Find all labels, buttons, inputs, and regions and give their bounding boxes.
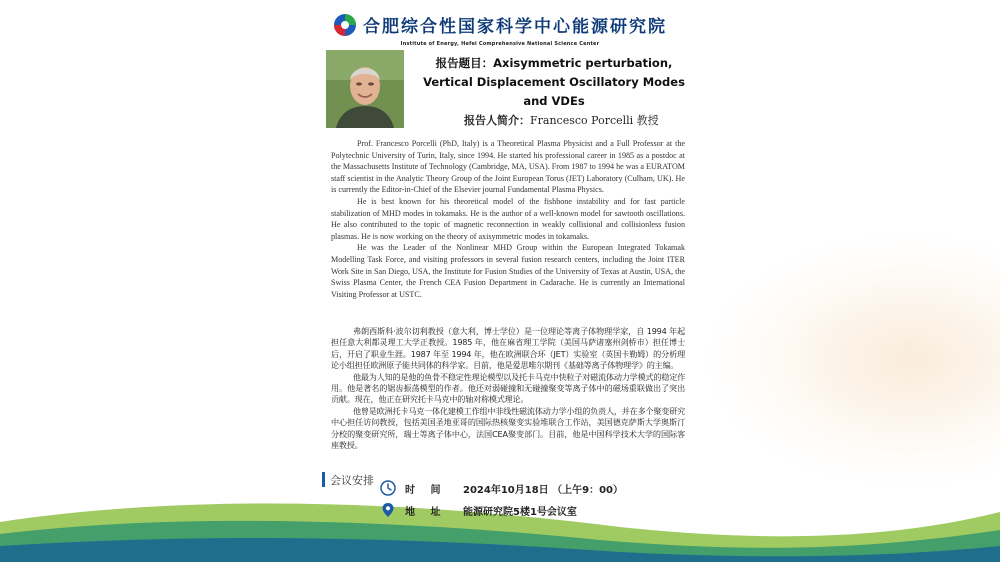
speaker-intro — [464, 112, 659, 128]
clock-icon — [380, 480, 396, 496]
bio-en-paragraph: He is best known for his theoretical model of the fishbone instability and for fast particle stabilization of MHD modes in tokamaks. He is the author of a well-known model for sawtooth oscillations. He also contributed to the topic of magnetic reconnection in weakly collisional and collisionless fusion plasmas. He is now working on the theory of axisymmetric modes in tokamaks. — [331, 196, 685, 241]
talk-title-text: Axisymmetric perturbation, Vertical Displacement Oscillatory Modes and VDEs — [423, 56, 685, 108]
bio-zh-paragraph: 弗朗西斯科·波尔切利教授（意大利，博士学位）是一位理论等离子体物理学家，自 1994 年起担任意大利都灵理工大学正教授。1985 年，他在麻省理工学院（美国马萨诸塞州剑桥市）担任博士后，开启了职业生涯。1987 年至 1994 年，他在欧洲联合环（JET）实验室（英国卡勒姆）的分析理论小组担任欧洲原子能共同体的科学家。目前，他是爱思唯尔期刊《基础等离子体物理学》的主编。 — [331, 326, 685, 371]
bio-zh-paragraph: 他最为人知的是他的鱼骨不稳定性理论模型以及托卡马克中快粒子对磁流体动力学模式的稳定作用。他是著名的锯齿振荡模型的作者。他还对弱碰撞和无碰撞聚变等离子体中的磁场重联做出了突出贡献。现在，他正在研究托卡马克中的轴对称模式理论。 — [331, 371, 685, 405]
speaker-name: Francesco Porcelli 教授 — [530, 114, 659, 127]
location-pin-icon — [380, 502, 396, 518]
org-name-cn: 合肥综合性国家科学中心能源研究院 — [363, 17, 667, 37]
talk-title — [418, 52, 690, 109]
meeting-section-title: 会议安排 — [330, 474, 374, 487]
bio-zh-paragraph: 他曾是欧洲托卡马克一体化建模工作组中非线性磁流体动力学小组的负责人，并在多个聚变研究中心担任访问教授，包括美国圣地亚哥的国际热核聚变实验堆联合工作站，美国德克萨斯大学奥斯汀分校的聚变研究所，瑞士等离子体中心，法国CEA聚变部门。目前，他是中国科学技术大学的国际客座教授。 — [331, 405, 685, 451]
speaker-label: 报告人简介： — [464, 114, 530, 127]
time-value: 2024年10月18日 （上午9：00） — [463, 484, 624, 496]
place-value: 能源研究院5楼1号会议室 — [463, 506, 577, 518]
header — [0, 12, 1000, 47]
meeting-place-row — [380, 502, 577, 518]
institute-logo-icon — [333, 13, 357, 37]
org-name-en: Institute of Energy, Hefei Comprehensive National Science Center — [400, 40, 600, 47]
speaker-photo — [326, 50, 404, 128]
talk-title-label: 报告题目： — [435, 56, 494, 70]
decorative-glow — [700, 230, 1000, 490]
bio-chinese — [331, 326, 685, 451]
speaker-portrait-icon — [326, 50, 404, 128]
bio-en-paragraph: He was the Leader of the Nonlinear MHD Group within the European Integrated Tokamak Modelling Task Force, and visiting professors in several fusion research centers, including the Joint ITER Work Site in San Diego, USA, the Institute for Fusion Studies of the University of Texas at Austin, USA, the Swiss Plasma Center, the French CEA Fusion Department in Cadarache. He is currently an International Visiting Professor at USTC. — [331, 243, 685, 299]
section-accent-bar — [322, 472, 325, 487]
bio-english — [331, 138, 685, 300]
place-label: 地 址 — [405, 506, 447, 518]
logo — [333, 12, 667, 37]
bio-en-paragraph: Prof. Francesco Porcelli (PhD, Italy) is a Theoretical Plasma Physicist and a Full Professor at the Polytechnic University of Turin, Italy, since 1994. He started his professional career in 1985 as a postdoc at the Massachusetts Institute of Technology (Cambridge, MA, USA). From 1987 to 1994 he was a EURATOM staff scientist in the Analytic Theory Group of the Joint European Torus (JET) Laboratory (Culham, UK). He is currently the Editor-in-Chief of the Elsevier journal Fundamental Plasma Physics. — [331, 139, 685, 195]
meeting-time-row — [380, 480, 623, 496]
time-label: 时 间 — [405, 484, 447, 496]
